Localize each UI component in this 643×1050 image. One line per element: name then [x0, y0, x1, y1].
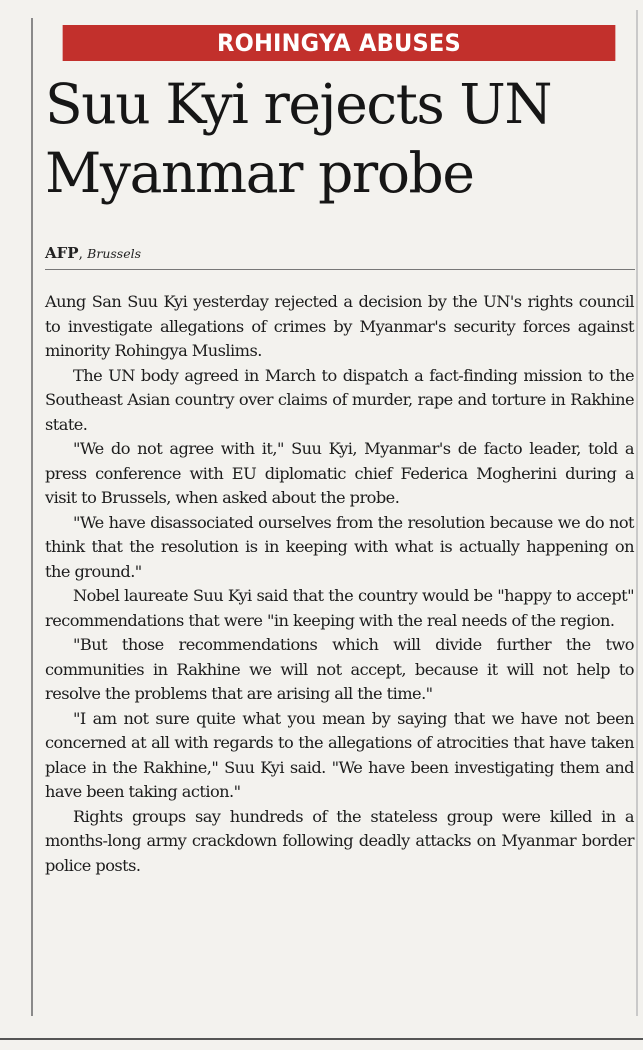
article-body	[45, 290, 634, 878]
section-kicker: ROHINGYA ABUSES	[63, 25, 616, 61]
paragraph: "But those recommendations which will divide further the two communities in Rakhine we will not accept, because it will not help to resolve the problems that are arising all the time."	[45, 635, 634, 703]
paragraph: "We have disassociated ourselves from the resolution because we do not think that the resolution is in keeping with what is actually happening on the ground."	[45, 512, 634, 581]
byline-place: Brussels	[87, 246, 142, 261]
headline: Suu Kyi rejects UN Myanmar probe	[45, 72, 552, 205]
byline-separator: ,	[78, 246, 88, 262]
byline-divider	[45, 269, 635, 270]
byline-agency: AFP	[45, 244, 79, 262]
paragraph: Aung San Suu Kyi yesterday rejected a decision by the UN's rights council to investigate allegations of crimes by Myanmar's security forces against minority Rohingya Muslims.	[45, 292, 634, 360]
byline	[45, 244, 141, 262]
paragraph: The UN body agreed in March to dispatch a fact-finding mission to the Southeast Asian country over claims of murder, rape and torture in Rakhine state.	[45, 365, 634, 434]
page-bottom-rule	[0, 1038, 643, 1040]
paragraph: "We do not agree with it," Suu Kyi, Myanmar's de facto leader, told a press conference with EU diplomatic chief Federica Mogherini during a visit to Brussels, when asked about the probe.	[45, 439, 634, 507]
paragraph: "I am not sure quite what you mean by saying that we have not been concerned at all with regards to the allegations of atrocities that have taken place in the Rakhine," Suu Kyi said. "We have been investigating them and have been taking action."	[45, 708, 634, 801]
column-rule-right	[636, 10, 638, 1016]
column-rule-left	[31, 18, 33, 1016]
paragraph: Nobel laureate Suu Kyi said that the country would be "happy to accept" recommendations that were "in keeping with the real needs of the region.	[45, 586, 634, 630]
paragraph: Rights groups say hundreds of the stateless group were killed in a months-long army crackdown following deadly attacks on Myanmar border police posts.	[45, 806, 634, 875]
